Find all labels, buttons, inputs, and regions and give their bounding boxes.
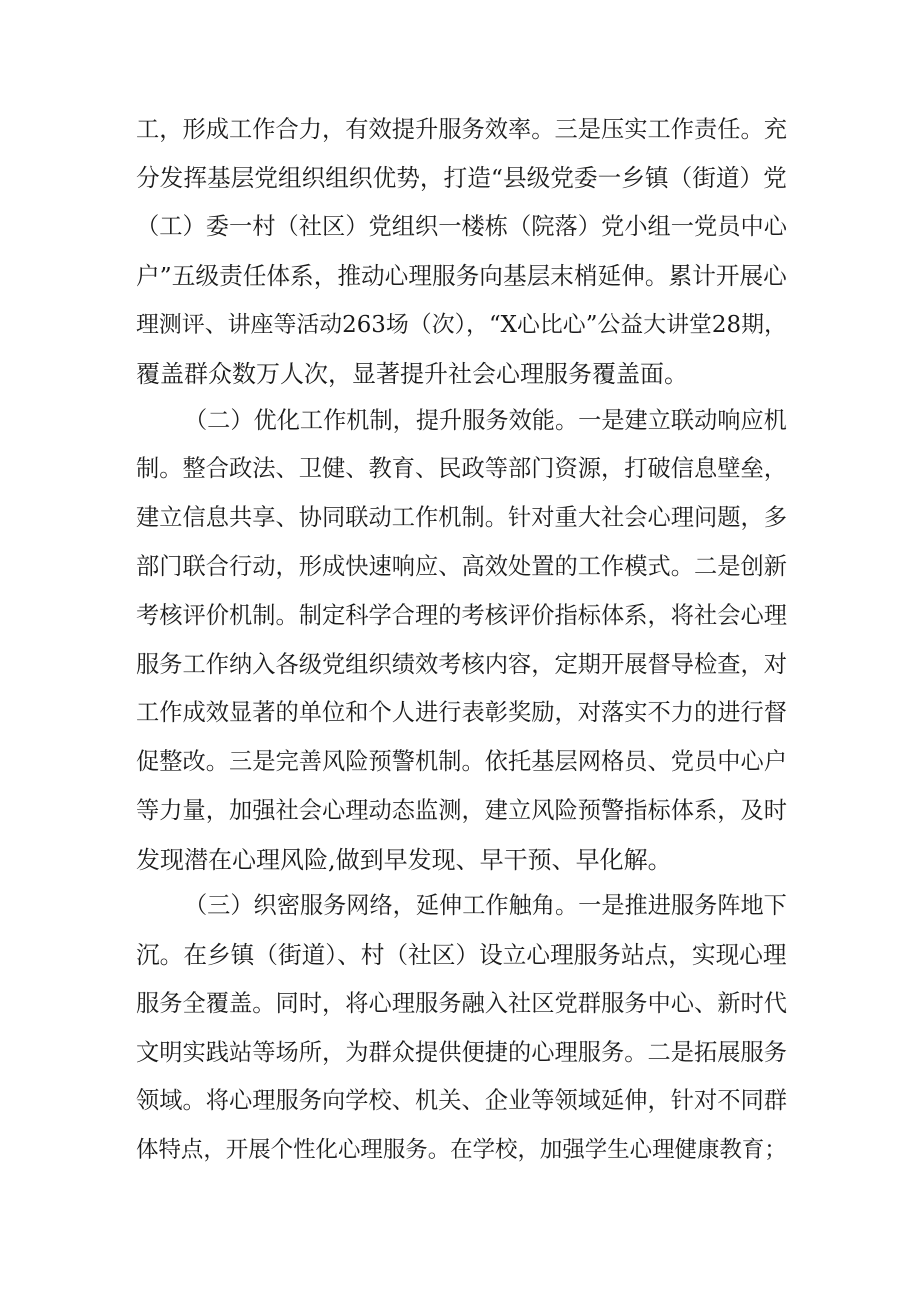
text-line: 分发挥基层党组织组织优势，打造“县级党委一乡镇（街道）党 [136,164,787,192]
text-line: 覆盖群众数万人次，显著提升社会心理服务覆盖面。 [136,360,688,388]
text-line: 促整改。三是完善风险预警机制。依托基层网格员、党员中心户 [136,748,788,775]
text-line: 体特点，开展个性化心理服务。在学校，加强学生心理健康教育； [136,1137,787,1163]
text-line: 工，形成工作合力，有效提升服务效率。三是压实工作责任。充 [136,116,788,143]
section-heading-line: （二）优化工作机制，提升服务效能。一是建立联动响应机 [184,407,787,434]
text-line: 服务工作纳入各级党组织绩效考核内容，定期开展督导检查，对 [136,651,788,678]
text-line: 发现潜在心理风险,做到早发现、早干预、早化解。 [136,846,672,874]
text-line: 考核评价机制。制定科学合理的考核评价指标体系，将社会心理 [136,602,788,629]
text-line: 理测评、讲座等活动263场（次），“X心比心”公益大讲堂28期， [136,312,787,338]
text-line: （工）委一村（社区）党组织一楼栋（院落）党小组一党员中心 [136,213,788,240]
text-line: 户”五级责任体系，推动心理服务向基层末梢延伸。累计开展心 [136,262,787,290]
text-line: 部门联合行动，形成快速响应、高效处置的工作模式。二是创新 [136,553,788,580]
text-line: 制。整合政法、卫健、教育、民政等部门资源，打破信息壁垒， [136,455,788,482]
text-line: 建立信息共享、协同联动工作机制。针对重大社会心理问题，多 [136,504,788,531]
text-line: 工作成效显著的单位和个人进行表彰奖励，对落实不力的进行督 [136,699,788,726]
text-line: 服务全覆盖。同时，将心理服务融入社区党群服务中心、新时代 [136,990,788,1017]
section-heading-line: （三）织密服务网络，延伸工作触角。一是推进服务阵地下 [184,892,787,919]
text-line: 文明实践站等场所，为群众提供便捷的心理服务。二是拓展服务 [136,1039,788,1066]
text-line: 领域。将心理服务向学校、机关、企业等领域延伸，针对不同群 [136,1087,788,1114]
text-line: 沉。在乡镇（街道）、村（社区）设立心理服务站点，实现心理 [136,941,787,969]
text-line: 等力量，加强社会心理动态监测，建立风险预警指标体系，及时 [136,797,788,824]
